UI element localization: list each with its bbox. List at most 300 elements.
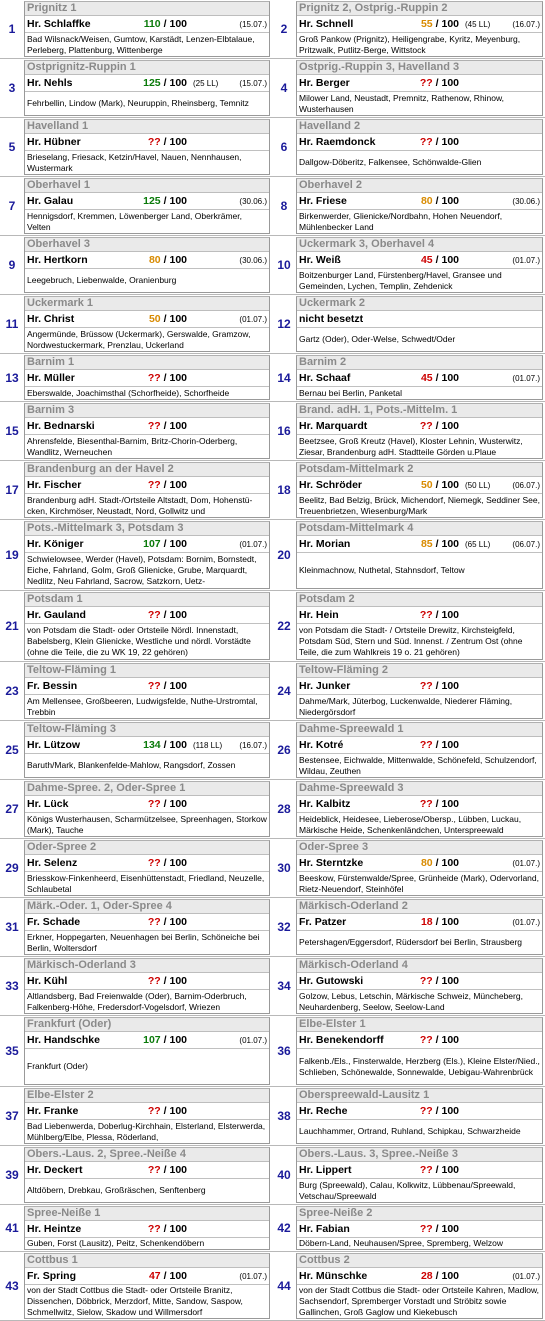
district-areas bbox=[297, 1049, 542, 1084]
district-number: 18 bbox=[277, 483, 291, 497]
score-total: / 100 bbox=[163, 479, 187, 491]
district-box bbox=[296, 355, 543, 400]
district-number: 31 bbox=[5, 920, 19, 934]
district-areas bbox=[25, 328, 269, 351]
district-box bbox=[296, 119, 543, 175]
district-box bbox=[24, 1253, 270, 1319]
score-total: / 100 bbox=[435, 739, 459, 751]
candidate-score bbox=[399, 479, 459, 491]
candidate-name: Hr. Müller bbox=[27, 372, 75, 384]
score-value: 55 bbox=[420, 18, 433, 30]
district-cell bbox=[0, 354, 272, 401]
candidate-row bbox=[25, 973, 269, 990]
score-date: (30.06.) bbox=[239, 196, 267, 206]
candidate-row bbox=[297, 370, 542, 387]
district-title: Ostprig.-Ruppin 3, Havelland 3 bbox=[297, 61, 542, 75]
district-areas bbox=[25, 695, 269, 718]
score-total: / 100 bbox=[163, 857, 187, 869]
score-total: / 100 bbox=[163, 1270, 187, 1282]
candidate-name: Hr. Junker bbox=[299, 680, 351, 692]
candidate-score bbox=[399, 1270, 459, 1282]
candidate-name: Hr. Königer bbox=[27, 538, 84, 550]
district-cell bbox=[272, 839, 545, 897]
candidate-name: Hr. Hübner bbox=[27, 136, 81, 148]
district-cell bbox=[0, 780, 272, 838]
table-row bbox=[0, 236, 545, 295]
district-areas-text: Schwielowsee, Werder (Havel), Potsdam: Bornim, Bornstedt, Eiche, Fahrland, Golm, Groß Glienicke, Grube, Marquardt, Nedlitz, Neu Fahrland, Sacrow, Satzkorn, Uetz- bbox=[27, 554, 257, 586]
candidate-row bbox=[25, 311, 269, 328]
district-areas bbox=[25, 1179, 269, 1202]
district-areas-text: Burg (Spreewald), Calau, Kolkwitz, Lübbenau/Spreewald, Vetschau/Spreewald bbox=[299, 1179, 516, 1201]
candidate-name: Hr. Hein bbox=[299, 609, 339, 621]
district-cell bbox=[0, 839, 272, 897]
candidate-name: Hr. Schröder bbox=[299, 479, 363, 491]
district-cell bbox=[0, 1146, 272, 1204]
district-cell bbox=[0, 402, 272, 460]
district-box bbox=[296, 1088, 543, 1144]
district-cell bbox=[272, 0, 545, 58]
candidate-row bbox=[25, 16, 269, 33]
score-value: 45 bbox=[420, 254, 433, 266]
candidate-row bbox=[297, 418, 542, 435]
candidate-score bbox=[399, 798, 459, 810]
district-box bbox=[24, 840, 270, 896]
candidate-name: Hr. Lück bbox=[27, 798, 69, 810]
score-value: 80 bbox=[148, 254, 161, 266]
district-title: Spree-Neiße 2 bbox=[297, 1207, 542, 1221]
district-title: Brand. adH. 1, Pots.-Mittelm. 1 bbox=[297, 404, 542, 418]
score-ll: (25 LL) bbox=[193, 78, 219, 88]
candidate-name: Fr. Patzer bbox=[299, 916, 347, 928]
score-total: / 100 bbox=[163, 609, 187, 621]
district-areas bbox=[25, 813, 269, 836]
district-box bbox=[296, 1, 543, 57]
district-number: 11 bbox=[5, 317, 19, 331]
district-number: 16 bbox=[277, 424, 291, 438]
district-areas bbox=[25, 269, 269, 292]
candidate-name: Hr. Sterntzke bbox=[299, 857, 364, 869]
district-cell bbox=[0, 898, 272, 956]
candidate-row bbox=[25, 252, 269, 269]
district-cell bbox=[272, 1205, 545, 1251]
score-value: ?? bbox=[147, 609, 161, 621]
district-cell bbox=[0, 662, 272, 720]
score-total: / 100 bbox=[435, 136, 459, 148]
candidate-score bbox=[399, 195, 459, 207]
district-areas bbox=[25, 990, 269, 1013]
score-value: ?? bbox=[419, 739, 433, 751]
district-box bbox=[296, 958, 543, 1014]
district-areas bbox=[297, 695, 542, 718]
district-title: Ostprignitz-Ruppin 1 bbox=[25, 61, 269, 75]
score-total: / 100 bbox=[163, 975, 187, 987]
district-title: Märkisch-Oderland 2 bbox=[297, 900, 542, 914]
table-row bbox=[0, 177, 545, 236]
score-value: 80 bbox=[420, 195, 433, 207]
candidate-name: Hr. Galau bbox=[27, 195, 74, 207]
district-box bbox=[24, 958, 270, 1014]
district-areas-text: Heideblick, Heidesee, Lieberose/Obersp., Lübben, Luckau, Märkische Heide, Schenkenländchen, Unterspreewald bbox=[299, 813, 522, 835]
score-date: (01.07.) bbox=[512, 373, 540, 383]
district-cell bbox=[272, 402, 545, 460]
candidate-score bbox=[127, 857, 187, 869]
score-total: / 100 bbox=[163, 1164, 187, 1176]
candidate-name: Hr. Kühl bbox=[27, 975, 68, 987]
score-date: (01.07.) bbox=[239, 314, 267, 324]
district-cell bbox=[272, 957, 545, 1015]
district-areas-text: Angermünde, Brüssow (Uckermark), Gerswalde, Gramzow, Nordwestuckermark, Prenzlau, Uckerland bbox=[27, 328, 251, 350]
district-number: 30 bbox=[277, 861, 291, 875]
district-box bbox=[24, 781, 270, 837]
candidate-score bbox=[127, 1105, 187, 1117]
district-box bbox=[296, 1253, 543, 1319]
district-title: Oberhavel 3 bbox=[25, 238, 269, 252]
candidate-score bbox=[127, 254, 187, 266]
district-areas-text: Lauchhammer, Ortrand, Ruhland, Schipkau, Schwarzheide bbox=[299, 1126, 521, 1136]
candidate-row bbox=[297, 1268, 542, 1285]
candidate-row bbox=[25, 75, 269, 92]
district-title: Pots.-Mittelmark 3, Potsdam 3 bbox=[25, 522, 269, 536]
district-number: 15 bbox=[5, 424, 19, 438]
district-areas-text: Brieselang, Friesack, Ketzin/Havel, Nauen, Nennhausen, Wustermark bbox=[27, 151, 242, 173]
district-cell bbox=[272, 520, 545, 590]
candidate-score bbox=[127, 1223, 187, 1235]
district-number: 9 bbox=[8, 258, 16, 272]
district-areas bbox=[297, 1285, 542, 1318]
district-number: 13 bbox=[5, 370, 19, 385]
district-number: 6 bbox=[280, 140, 288, 154]
score-value: ?? bbox=[419, 680, 433, 692]
score-total: / 100 bbox=[435, 420, 459, 432]
district-number: 7 bbox=[8, 199, 16, 213]
candidate-row bbox=[297, 477, 542, 494]
candidate-row bbox=[297, 973, 542, 990]
candidate-row bbox=[297, 1162, 542, 1179]
candidate-score bbox=[399, 739, 459, 751]
candidate-score bbox=[399, 538, 459, 550]
candidate-row bbox=[297, 1032, 542, 1049]
district-title: Havelland 1 bbox=[25, 120, 269, 134]
candidate-row bbox=[297, 252, 542, 269]
district-box bbox=[24, 119, 270, 175]
district-areas bbox=[297, 553, 542, 588]
district-areas-text: Frankfurt (Oder) bbox=[27, 1061, 88, 1071]
score-total: / 100 bbox=[163, 680, 187, 692]
district-cell bbox=[0, 0, 272, 58]
score-total: / 100 bbox=[163, 254, 187, 266]
district-number: 4 bbox=[280, 81, 288, 95]
score-value: ?? bbox=[419, 798, 433, 810]
candidate-score bbox=[399, 680, 459, 692]
district-box bbox=[24, 1, 270, 57]
district-box bbox=[296, 237, 543, 293]
district-areas bbox=[297, 1179, 542, 1202]
table-row bbox=[0, 898, 545, 957]
district-areas bbox=[25, 1285, 269, 1318]
district-cell bbox=[0, 1087, 272, 1145]
district-box bbox=[24, 1088, 270, 1144]
score-value: 125 bbox=[143, 77, 161, 89]
district-areas-text: Am Mellensee, Großbeeren, Ludwigsfelde, Nuthe-Urstromtal, Trebbin bbox=[27, 695, 258, 717]
score-date: (01.07.) bbox=[512, 858, 540, 868]
district-areas-text: Falkenb./Els., Finsterwalde, Herzberg (Els.), Kleine Elster/Nied., Schlieben, Schönewalde, Sonnewalde, Uebigau-Wahrenbrück bbox=[299, 1055, 540, 1077]
score-total: / 100 bbox=[435, 195, 459, 207]
district-box bbox=[24, 355, 270, 400]
district-number: 1 bbox=[8, 22, 16, 36]
district-areas bbox=[25, 33, 269, 56]
district-box bbox=[24, 592, 270, 660]
district-areas-text: Petershagen/Eggersdorf, Rüdersdorf bei Berlin, Strausberg bbox=[299, 937, 523, 947]
district-areas-text: Beelitz, Bad Belzig, Brück, Michendorf, Niemegk, Seddiner See, Treuenbrietzen, Wiesenburg/Mark bbox=[299, 494, 540, 516]
district-areas-text: Gartz (Oder), Oder-Welse, Schwedt/Oder bbox=[299, 334, 456, 344]
score-value: 85 bbox=[420, 538, 433, 550]
district-areas-text: Baruth/Mark, Blankenfelde-Mahlow, Rangsdorf, Zossen bbox=[27, 760, 236, 770]
district-areas-text: von Potsdam die Stadt- / Ortsteile Drewitz, Kirchsteigfeld, Potsdam Süd, Stern und Süd. Innenst. / Zentrum Ost (ohne Teile, die zum Wahlkreis 19 o. 21 gehören) bbox=[299, 625, 523, 657]
district-title: Potsdam 1 bbox=[25, 593, 269, 607]
table-row bbox=[0, 839, 545, 898]
candidate-row bbox=[297, 75, 542, 92]
district-box bbox=[24, 899, 270, 955]
score-date: (01.07.) bbox=[239, 1271, 267, 1281]
district-areas bbox=[297, 931, 542, 954]
candidate-name: Hr. Deckert bbox=[27, 1164, 83, 1176]
score-total: / 100 bbox=[163, 1223, 187, 1235]
district-areas-text: Beeskow, Fürstenwalde/Spree, Grünheide (Mark), Odervorland, Rietz-Neuendorf, Steinhöfel bbox=[299, 872, 540, 894]
district-title: Oder-Spree 3 bbox=[297, 841, 542, 855]
district-areas-text: Golzow, Lebus, Letschin, Märkische Schweiz, Müncheberg, Neuhardenberg, Seelow, Seelow-Land bbox=[299, 990, 523, 1012]
score-total: / 100 bbox=[163, 18, 187, 30]
candidate-name: Hr. Gutowski bbox=[299, 975, 364, 987]
score-total: / 100 bbox=[163, 195, 187, 207]
district-cell bbox=[0, 118, 272, 176]
table-row bbox=[0, 1146, 545, 1205]
district-number: 19 bbox=[5, 548, 19, 562]
candidate-name: Hr. Schlaffke bbox=[27, 18, 91, 30]
district-title: Cottbus 1 bbox=[25, 1254, 269, 1268]
district-title: Oberhavel 2 bbox=[297, 179, 542, 193]
candidate-score bbox=[127, 420, 187, 432]
district-areas bbox=[297, 33, 542, 56]
score-value: ?? bbox=[419, 1105, 433, 1117]
candidate-score bbox=[127, 538, 187, 550]
candidate-score bbox=[127, 372, 187, 384]
score-value: ?? bbox=[419, 609, 433, 621]
score-total: / 100 bbox=[435, 479, 459, 491]
district-areas bbox=[25, 92, 269, 115]
score-value: ?? bbox=[147, 916, 161, 928]
district-title: Prignitz 1 bbox=[25, 2, 269, 16]
candidate-row bbox=[25, 678, 269, 695]
district-title: Frankfurt (Oder) bbox=[25, 1018, 269, 1032]
candidate-row bbox=[297, 1221, 542, 1238]
score-date: (16.07.) bbox=[239, 740, 267, 750]
score-value: ?? bbox=[147, 975, 161, 987]
district-areas-text: Birkenwerder, Glienicke/Nordbahn, Hohen Neuendorf, Mühlenbecker Land bbox=[299, 210, 503, 232]
score-total: / 100 bbox=[163, 1034, 187, 1046]
district-areas bbox=[25, 435, 269, 458]
candidate-name: Hr. Berger bbox=[299, 77, 350, 89]
score-value: 47 bbox=[148, 1270, 161, 1282]
candidate-row bbox=[297, 855, 542, 872]
district-box bbox=[296, 60, 543, 116]
candidate-score bbox=[127, 1270, 187, 1282]
district-areas-text: Boitzenburger Land, Fürstenberg/Havel, Gransee und Gemeinden, Lychen, Templin, Zehdenick bbox=[299, 269, 502, 291]
district-box bbox=[296, 781, 543, 837]
candidate-score bbox=[399, 77, 459, 89]
district-areas-text: von der Stadt Cottbus die Stadt- oder Ortsteile Branitz, Dissenchen, Döbbrick, Merzdorf, Mitte, Sandow, Saspow, Schmellwitz, Sielow, Skadow und Willmersdorf bbox=[27, 1285, 243, 1317]
district-areas-text: Fehrbellin, Lindow (Mark), Neuruppin, Rheinsberg, Temnitz bbox=[27, 98, 249, 108]
district-areas bbox=[297, 1120, 542, 1143]
candidate-name: Hr. Münschke bbox=[299, 1270, 368, 1282]
score-ll: (65 LL) bbox=[465, 539, 491, 549]
table-row bbox=[0, 721, 545, 780]
district-title: Barnim 1 bbox=[25, 356, 269, 370]
district-areas-text: Kleinmachnow, Nuthetal, Stahnsdorf, Teltow bbox=[299, 565, 465, 575]
score-date: (16.07.) bbox=[512, 19, 540, 29]
candidate-score bbox=[399, 1164, 459, 1176]
district-number: 38 bbox=[277, 1109, 291, 1123]
district-cell bbox=[272, 354, 545, 401]
candidate-name: nicht besetzt bbox=[299, 313, 364, 325]
district-areas bbox=[297, 328, 542, 351]
district-title: Prignitz 2, Ostprig.-Ruppin 2 bbox=[297, 2, 542, 16]
candidate-name: Hr. Reche bbox=[299, 1105, 348, 1117]
district-title: Potsdam-Mittelmark 2 bbox=[297, 463, 542, 477]
district-areas bbox=[297, 151, 542, 174]
score-ll: (45 LL) bbox=[465, 19, 491, 29]
table-row bbox=[0, 0, 545, 59]
district-areas bbox=[297, 435, 542, 458]
candidate-name: Hr. Schnell bbox=[299, 18, 354, 30]
district-areas bbox=[297, 872, 542, 895]
district-areas bbox=[25, 553, 269, 588]
candidate-row bbox=[25, 1162, 269, 1179]
district-title: Cottbus 2 bbox=[297, 1254, 542, 1268]
score-value: 50 bbox=[148, 313, 161, 325]
district-box bbox=[296, 1147, 543, 1203]
district-number: 42 bbox=[277, 1221, 291, 1235]
score-value: ?? bbox=[419, 136, 433, 148]
score-date: (01.07.) bbox=[512, 917, 540, 927]
candidate-row bbox=[297, 737, 542, 754]
district-cell bbox=[272, 177, 545, 235]
district-areas bbox=[25, 931, 269, 954]
table-row bbox=[0, 957, 545, 1016]
district-cell bbox=[272, 1016, 545, 1086]
score-value: ?? bbox=[147, 420, 161, 432]
district-areas bbox=[297, 990, 542, 1013]
district-areas bbox=[25, 387, 269, 399]
candidate-row bbox=[25, 370, 269, 387]
district-box bbox=[296, 296, 543, 352]
district-areas-text: Hennigsdorf, Kremmen, Löwenberger Land, Oberkrämer, Velten bbox=[27, 210, 242, 232]
district-number: 39 bbox=[5, 1168, 19, 1182]
district-areas bbox=[25, 1238, 269, 1249]
district-areas bbox=[297, 1238, 542, 1249]
score-total: / 100 bbox=[163, 136, 187, 148]
district-cell bbox=[272, 898, 545, 956]
candidate-row bbox=[297, 796, 542, 813]
table-row bbox=[0, 461, 545, 520]
district-areas bbox=[297, 624, 542, 659]
candidate-row bbox=[25, 855, 269, 872]
district-cell bbox=[272, 236, 545, 294]
candidate-score bbox=[127, 77, 187, 89]
district-title: Märkisch-Oderland 3 bbox=[25, 959, 269, 973]
district-areas bbox=[25, 210, 269, 233]
score-date: (30.06.) bbox=[512, 196, 540, 206]
candidate-row bbox=[25, 536, 269, 553]
district-areas-text: Leegebruch, Liebenwalde, Oranienburg bbox=[27, 275, 177, 285]
district-box bbox=[24, 403, 270, 459]
score-total: / 100 bbox=[163, 372, 187, 384]
district-areas-text: Guben, Forst (Lausitz), Peitz, Schenkendöbern bbox=[27, 1238, 205, 1248]
candidate-score bbox=[399, 372, 459, 384]
score-total: / 100 bbox=[435, 680, 459, 692]
candidate-name: Hr. Bednarski bbox=[27, 420, 95, 432]
candidate-name: Hr. Selenz bbox=[27, 857, 78, 869]
candidate-name: Hr. Handschke bbox=[27, 1034, 100, 1046]
candidate-score bbox=[399, 18, 459, 30]
candidate-row bbox=[25, 914, 269, 931]
district-areas-text: Döbern-Land, Neuhausen/Spree, Spremberg, Welzow bbox=[299, 1238, 503, 1248]
district-number: 14 bbox=[277, 370, 291, 385]
score-total: / 100 bbox=[163, 1105, 187, 1117]
score-value: ?? bbox=[147, 136, 161, 148]
district-number: 32 bbox=[277, 920, 291, 934]
candidate-score bbox=[127, 798, 187, 810]
candidate-score bbox=[127, 1164, 187, 1176]
table-row bbox=[0, 1087, 545, 1146]
district-areas bbox=[297, 269, 542, 292]
district-title: Teltow-Fläming 1 bbox=[25, 664, 269, 678]
score-date: (06.07.) bbox=[512, 539, 540, 549]
district-number: 44 bbox=[277, 1279, 291, 1293]
district-cell bbox=[0, 1252, 272, 1320]
district-title: Elbe-Elster 1 bbox=[297, 1018, 542, 1032]
score-ll: (50 LL) bbox=[465, 480, 491, 490]
candidate-score bbox=[127, 18, 187, 30]
district-areas-text: Briesskow-Finkenheerd, Eisenhüttenstadt, Friedland, Neuzelle, Schlaubetal bbox=[27, 872, 265, 894]
district-number: 5 bbox=[8, 140, 16, 154]
score-total: / 100 bbox=[435, 609, 459, 621]
district-title: Potsdam 2 bbox=[297, 593, 542, 607]
district-areas-text: Königs Wusterhausen, Scharmützelsee, Spreenhagen, Storkow (Mark), Tauche bbox=[27, 813, 267, 835]
score-total: / 100 bbox=[435, 1270, 459, 1282]
district-box bbox=[296, 178, 543, 234]
district-areas bbox=[25, 1049, 269, 1084]
candidate-row bbox=[25, 477, 269, 494]
district-title: Uckermark 3, Oberhavel 4 bbox=[297, 238, 542, 252]
candidate-score bbox=[127, 916, 187, 928]
score-total: / 100 bbox=[435, 798, 459, 810]
score-total: / 100 bbox=[435, 372, 459, 384]
district-box bbox=[296, 592, 543, 660]
district-areas-text: Bernau bei Berlin, Panketal bbox=[299, 387, 403, 398]
district-number: 29 bbox=[5, 861, 19, 875]
score-value: 18 bbox=[420, 916, 433, 928]
candidate-score bbox=[127, 479, 187, 491]
score-date: (01.07.) bbox=[239, 1035, 267, 1045]
district-cell bbox=[0, 1016, 272, 1086]
candidate-name: Hr. Benekendorff bbox=[299, 1034, 384, 1046]
candidate-name: Hr. Lützow bbox=[27, 739, 81, 751]
score-total: / 100 bbox=[435, 18, 459, 30]
candidate-name: Hr. Morian bbox=[299, 538, 351, 550]
candidate-row bbox=[25, 418, 269, 435]
candidate-row bbox=[297, 914, 542, 931]
district-box bbox=[296, 462, 543, 518]
